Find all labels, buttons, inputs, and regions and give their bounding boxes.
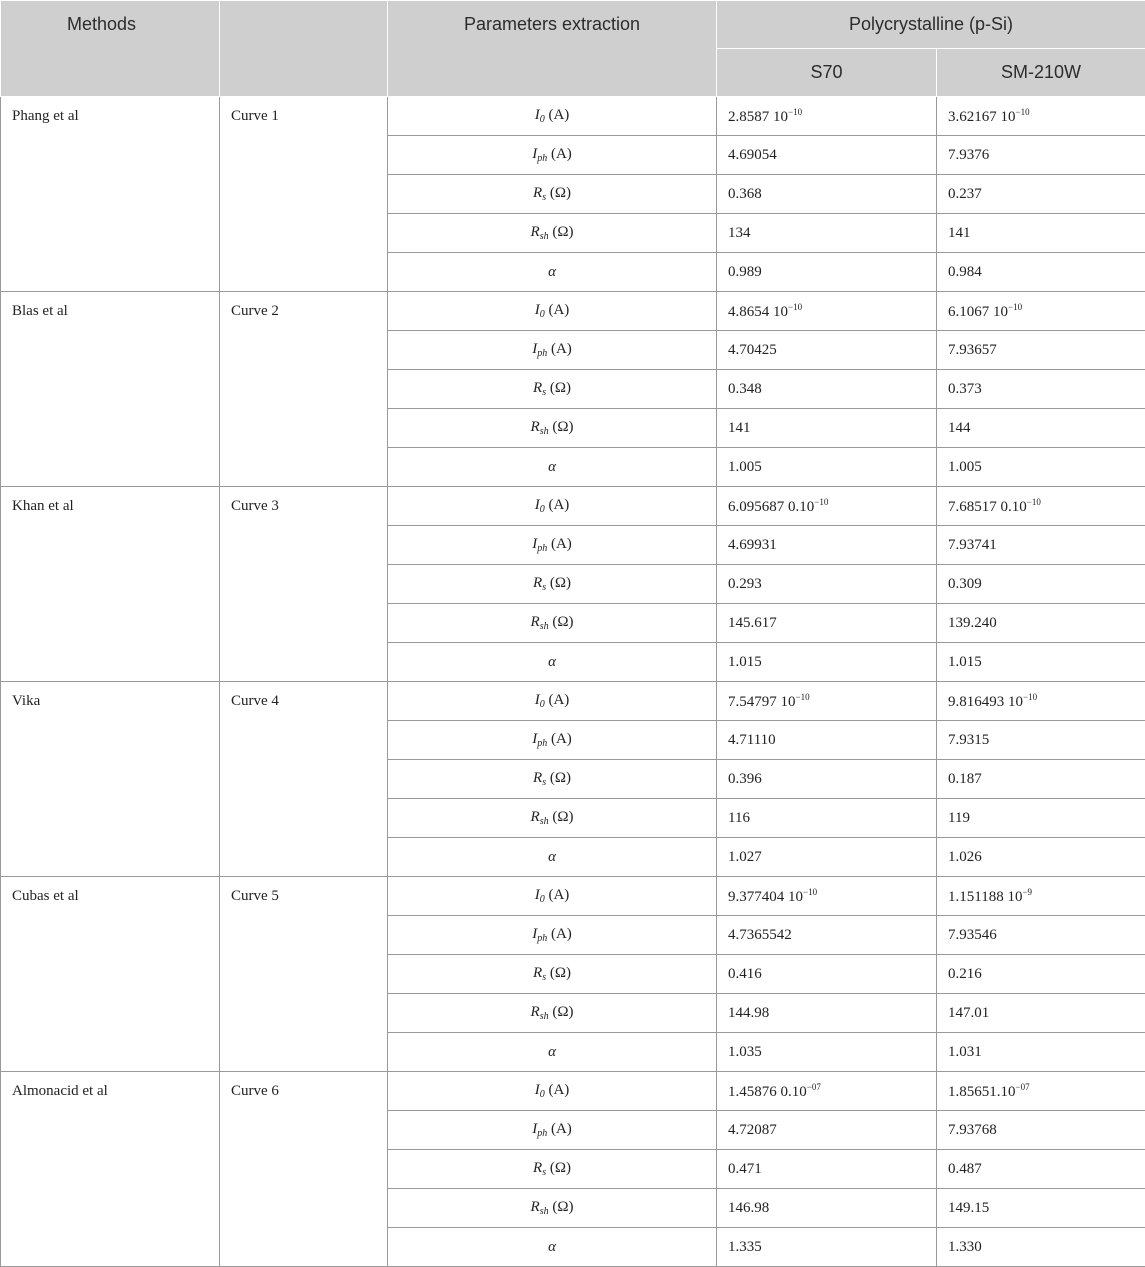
exponent: −07: [1016, 1082, 1030, 1092]
value-text: 4.71110: [728, 732, 776, 748]
value-text: 1.027: [728, 849, 762, 865]
param-rsh-label: [388, 1189, 717, 1228]
param-symbol: R: [533, 965, 542, 981]
param-unit: (Ω): [552, 809, 573, 825]
value-text: 4.8654 10: [728, 304, 788, 320]
param-i0-label: [388, 1072, 717, 1111]
param-unit: (Ω): [550, 770, 571, 786]
param-rs-label: [388, 175, 717, 214]
s70-value-cell: [717, 1033, 937, 1072]
param-symbol: I: [532, 146, 537, 162]
s70-value-cell: [717, 526, 937, 565]
param-rsh-label: [388, 799, 717, 838]
value-text: 0.471: [728, 1161, 762, 1177]
table-row: [1, 877, 1145, 916]
exponent: −10: [788, 107, 802, 117]
value-text: 144: [948, 420, 971, 436]
param-alpha-label: [388, 253, 717, 292]
value-text: 116: [728, 810, 750, 826]
param-rsh-label: [388, 604, 717, 643]
param-subscript: 0: [540, 894, 545, 905]
param-symbol: I: [532, 536, 537, 552]
s70-value-cell: [717, 565, 937, 604]
param-subscript: sh: [540, 1206, 549, 1217]
value-text: 9.816493 10: [948, 694, 1023, 710]
sm-210w-value-cell: [937, 721, 1145, 760]
value-text: 1.335: [728, 1239, 762, 1255]
value-text: 7.9315: [948, 732, 989, 748]
method-cell: Phang et al: [1, 97, 220, 292]
param-rs-label: [388, 1150, 717, 1189]
value-text: 7.93546: [948, 927, 997, 943]
param-subscript: 0: [540, 699, 545, 710]
param-subscript: ph: [537, 933, 547, 944]
param-i0-label: [388, 97, 717, 136]
header-parameters-extraction: Parameters extraction: [388, 1, 717, 97]
value-text: 7.93768: [948, 1122, 997, 1138]
s70-value-cell: [717, 292, 937, 331]
exponent: −10: [788, 302, 802, 312]
param-subscript: s: [542, 387, 546, 398]
exponent: −07: [807, 1082, 821, 1092]
param-unit: (Ω): [552, 224, 573, 240]
param-subscript: 0: [540, 1089, 545, 1100]
s70-value-cell: [717, 721, 937, 760]
value-text: 0.984: [948, 264, 982, 280]
param-symbol: α: [548, 459, 556, 475]
s70-value-cell: [717, 1150, 937, 1189]
param-rs-label: [388, 955, 717, 994]
sm-210w-value-cell: [937, 760, 1145, 799]
param-rs-label: [388, 565, 717, 604]
header-sm-210w: SM-210W: [937, 49, 1145, 97]
s70-value-cell: [717, 370, 937, 409]
sm-210w-value-cell: [937, 370, 1145, 409]
sm-210w-value-cell: [937, 331, 1145, 370]
value-text: 1.005: [728, 459, 762, 475]
value-text: 7.68517 0.10: [948, 499, 1027, 515]
param-unit: (Ω): [550, 965, 571, 981]
param-iph-label: [388, 916, 717, 955]
param-alpha-label: [388, 1228, 717, 1267]
s70-value-cell: [717, 1228, 937, 1267]
value-text: 1.330: [948, 1239, 982, 1255]
value-text: 0.416: [728, 966, 762, 982]
param-unit: (Ω): [552, 1199, 573, 1215]
param-rs-label: [388, 370, 717, 409]
value-text: 141: [728, 420, 751, 436]
value-text: 6.1067 10: [948, 304, 1008, 320]
sm-210w-value-cell: [937, 1150, 1145, 1189]
param-rsh-label: [388, 994, 717, 1033]
value-text: 1.45876 0.10: [728, 1084, 807, 1100]
s70-value-cell: [717, 136, 937, 175]
param-unit: (Ω): [550, 380, 571, 396]
header-methods: Methods: [1, 1, 220, 97]
s70-value-cell: [717, 175, 937, 214]
param-unit: (A): [548, 497, 569, 513]
param-subscript: ph: [537, 153, 547, 164]
header-s70: S70: [717, 49, 937, 97]
param-symbol: I: [535, 692, 540, 708]
exponent: −10: [803, 887, 817, 897]
exponent: −9: [1022, 887, 1032, 897]
param-unit: (Ω): [550, 185, 571, 201]
param-symbol: I: [535, 107, 540, 123]
value-text: 147.01: [948, 1005, 989, 1021]
table-row: [1, 682, 1145, 721]
param-symbol: α: [548, 264, 556, 280]
curve-cell: Curve 6: [220, 1072, 388, 1267]
param-iph-label: [388, 1111, 717, 1150]
value-text: 1.015: [948, 654, 982, 670]
sm-210w-value-cell: [937, 526, 1145, 565]
param-unit: (Ω): [550, 575, 571, 591]
exponent: −10: [1027, 497, 1041, 507]
curve-cell: Curve 2: [220, 292, 388, 487]
s70-value-cell: [717, 214, 937, 253]
param-subscript: s: [542, 582, 546, 593]
curve-cell: Curve 1: [220, 97, 388, 292]
sm-210w-value-cell: [937, 838, 1145, 877]
param-unit: (A): [548, 107, 569, 123]
sm-210w-value-cell: [937, 97, 1145, 136]
param-i0-label: [388, 877, 717, 916]
sm-210w-value-cell: [937, 292, 1145, 331]
param-unit: (A): [551, 146, 572, 162]
value-text: 146.98: [728, 1200, 769, 1216]
exponent: −10: [814, 497, 828, 507]
param-subscript: ph: [537, 348, 547, 359]
sm-210w-value-cell: [937, 643, 1145, 682]
param-symbol: I: [532, 1121, 537, 1137]
param-symbol: I: [532, 731, 537, 747]
value-text: 0.373: [948, 381, 982, 397]
value-text: 4.69931: [728, 537, 777, 553]
s70-value-cell: [717, 1072, 937, 1111]
sm-210w-value-cell: [937, 175, 1145, 214]
table-row: [1, 1072, 1145, 1111]
method-cell: Cubas et al: [1, 877, 220, 1072]
s70-value-cell: [717, 955, 937, 994]
s70-value-cell: [717, 1111, 937, 1150]
param-subscript: sh: [540, 231, 549, 242]
param-symbol: R: [531, 614, 540, 630]
param-unit: (Ω): [552, 419, 573, 435]
sm-210w-value-cell: [937, 955, 1145, 994]
sm-210w-value-cell: [937, 877, 1145, 916]
sm-210w-value-cell: [937, 448, 1145, 487]
sm-210w-value-cell: [937, 409, 1145, 448]
param-subscript: sh: [540, 621, 549, 632]
sm-210w-value-cell: [937, 136, 1145, 175]
param-subscript: ph: [537, 543, 547, 554]
value-text: 1.151188 10: [948, 889, 1022, 905]
value-text: 0.293: [728, 576, 762, 592]
value-text: 0.309: [948, 576, 982, 592]
method-cell: Blas et al: [1, 292, 220, 487]
exponent: −10: [1016, 107, 1030, 117]
param-symbol: R: [531, 224, 540, 240]
s70-value-cell: [717, 643, 937, 682]
sm-210w-value-cell: [937, 682, 1145, 721]
param-unit: (A): [551, 536, 572, 552]
sm-210w-value-cell: [937, 604, 1145, 643]
s70-value-cell: [717, 799, 937, 838]
param-subscript: 0: [540, 114, 545, 125]
param-alpha-label: [388, 1033, 717, 1072]
s70-value-cell: [717, 331, 937, 370]
param-iph-label: [388, 331, 717, 370]
param-symbol: R: [531, 419, 540, 435]
value-text: 0.348: [728, 381, 762, 397]
exponent: −10: [1023, 692, 1037, 702]
param-subscript: s: [542, 1167, 546, 1178]
s70-value-cell: [717, 604, 937, 643]
value-text: 7.93657: [948, 342, 997, 358]
param-rsh-label: [388, 409, 717, 448]
sm-210w-value-cell: [937, 1111, 1145, 1150]
value-text: 2.8587 10: [728, 109, 788, 125]
table-body: [1, 97, 1145, 1267]
value-text: 7.93741: [948, 537, 997, 553]
method-cell: Almonacid et al: [1, 1072, 220, 1267]
s70-value-cell: [717, 97, 937, 136]
param-subscript: 0: [540, 504, 545, 515]
method-cell: Khan et al: [1, 487, 220, 682]
param-alpha-label: [388, 838, 717, 877]
param-unit: (Ω): [550, 1160, 571, 1176]
value-text: 149.15: [948, 1200, 989, 1216]
s70-value-cell: [717, 253, 937, 292]
s70-value-cell: [717, 1189, 937, 1228]
param-symbol: α: [548, 849, 556, 865]
param-symbol: α: [548, 1239, 556, 1255]
value-text: 145.617: [728, 615, 777, 631]
header-polycrystalline: Polycrystalline (p-Si): [717, 1, 1145, 49]
param-symbol: I: [532, 926, 537, 942]
sm-210w-value-cell: [937, 214, 1145, 253]
param-symbol: R: [533, 185, 542, 201]
param-symbol: I: [532, 341, 537, 357]
table-header: [1, 1, 1145, 97]
value-text: 1.026: [948, 849, 982, 865]
sm-210w-value-cell: [937, 1033, 1145, 1072]
s70-value-cell: [717, 838, 937, 877]
sm-210w-value-cell: [937, 994, 1145, 1033]
param-symbol: I: [535, 497, 540, 513]
value-text: 1.035: [728, 1044, 762, 1060]
value-text: 134: [728, 225, 751, 241]
s70-value-cell: [717, 760, 937, 799]
param-iph-label: [388, 136, 717, 175]
value-text: 4.72087: [728, 1122, 777, 1138]
value-text: 4.7365542: [728, 927, 792, 943]
param-unit: (A): [551, 341, 572, 357]
curve-cell: Curve 4: [220, 682, 388, 877]
param-unit: (A): [551, 731, 572, 747]
param-subscript: s: [542, 777, 546, 788]
param-symbol: I: [535, 1082, 540, 1098]
header-blank: [220, 1, 388, 97]
s70-value-cell: [717, 487, 937, 526]
value-text: 1.85651.10: [948, 1084, 1016, 1100]
value-text: 0.989: [728, 264, 762, 280]
s70-value-cell: [717, 916, 937, 955]
param-rs-label: [388, 760, 717, 799]
param-symbol: I: [535, 887, 540, 903]
table-row: [1, 97, 1145, 136]
value-text: 7.9376: [948, 147, 989, 163]
param-i0-label: [388, 487, 717, 526]
value-text: 144.98: [728, 1005, 769, 1021]
value-text: 1.031: [948, 1044, 982, 1060]
s70-value-cell: [717, 994, 937, 1033]
param-symbol: R: [533, 770, 542, 786]
sm-210w-value-cell: [937, 1072, 1145, 1111]
param-i0-label: [388, 292, 717, 331]
param-symbol: R: [533, 575, 542, 591]
value-text: 0.368: [728, 186, 762, 202]
param-iph-label: [388, 526, 717, 565]
sm-210w-value-cell: [937, 1189, 1145, 1228]
param-symbol: α: [548, 654, 556, 670]
curve-cell: Curve 5: [220, 877, 388, 1072]
method-cell: Vika: [1, 682, 220, 877]
param-symbol: R: [531, 1199, 540, 1215]
sm-210w-value-cell: [937, 916, 1145, 955]
s70-value-cell: [717, 877, 937, 916]
value-text: 1.005: [948, 459, 982, 475]
curve-cell: Curve 3: [220, 487, 388, 682]
exponent: −10: [1008, 302, 1022, 312]
value-text: 0.396: [728, 771, 762, 787]
s70-value-cell: [717, 409, 937, 448]
param-rsh-label: [388, 214, 717, 253]
param-subscript: sh: [540, 1011, 549, 1022]
value-text: 139.240: [948, 615, 997, 631]
value-text: 141: [948, 225, 971, 241]
param-subscript: sh: [540, 426, 549, 437]
value-text: 7.54797 10: [728, 694, 796, 710]
value-text: 119: [948, 810, 970, 826]
param-alpha-label: [388, 643, 717, 682]
table-row: [1, 487, 1145, 526]
param-symbol: R: [531, 809, 540, 825]
sm-210w-value-cell: [937, 799, 1145, 838]
exponent: −10: [796, 692, 810, 702]
param-symbol: R: [531, 1004, 540, 1020]
value-text: 1.015: [728, 654, 762, 670]
param-unit: (A): [551, 926, 572, 942]
param-subscript: sh: [540, 816, 549, 827]
sm-210w-value-cell: [937, 253, 1145, 292]
sm-210w-value-cell: [937, 487, 1145, 526]
param-unit: (A): [548, 692, 569, 708]
param-subscript: ph: [537, 738, 547, 749]
param-subscript: s: [542, 972, 546, 983]
value-text: 0.216: [948, 966, 982, 982]
value-text: 4.69054: [728, 147, 777, 163]
param-unit: (Ω): [552, 614, 573, 630]
value-text: 9.377404 10: [728, 889, 803, 905]
param-unit: (A): [551, 1121, 572, 1137]
sm-210w-value-cell: [937, 1228, 1145, 1267]
value-text: 0.487: [948, 1161, 982, 1177]
value-text: 3.62167 10: [948, 109, 1016, 125]
param-symbol: α: [548, 1044, 556, 1060]
sm-210w-value-cell: [937, 565, 1145, 604]
s70-value-cell: [717, 682, 937, 721]
param-iph-label: [388, 721, 717, 760]
param-unit: (A): [548, 887, 569, 903]
param-subscript: ph: [537, 1128, 547, 1139]
param-symbol: R: [533, 380, 542, 396]
param-i0-label: [388, 682, 717, 721]
value-text: 0.187: [948, 771, 982, 787]
param-subscript: s: [542, 192, 546, 203]
s70-value-cell: [717, 448, 937, 487]
value-text: 0.237: [948, 186, 982, 202]
param-subscript: 0: [540, 309, 545, 320]
param-alpha-label: [388, 448, 717, 487]
table-row: [1, 292, 1145, 331]
value-text: 6.095687 0.10: [728, 499, 814, 515]
param-unit: (A): [548, 1082, 569, 1098]
value-text: 4.70425: [728, 342, 777, 358]
param-symbol: I: [535, 302, 540, 318]
param-unit: (A): [548, 302, 569, 318]
param-unit: (Ω): [552, 1004, 573, 1020]
param-symbol: R: [533, 1160, 542, 1176]
